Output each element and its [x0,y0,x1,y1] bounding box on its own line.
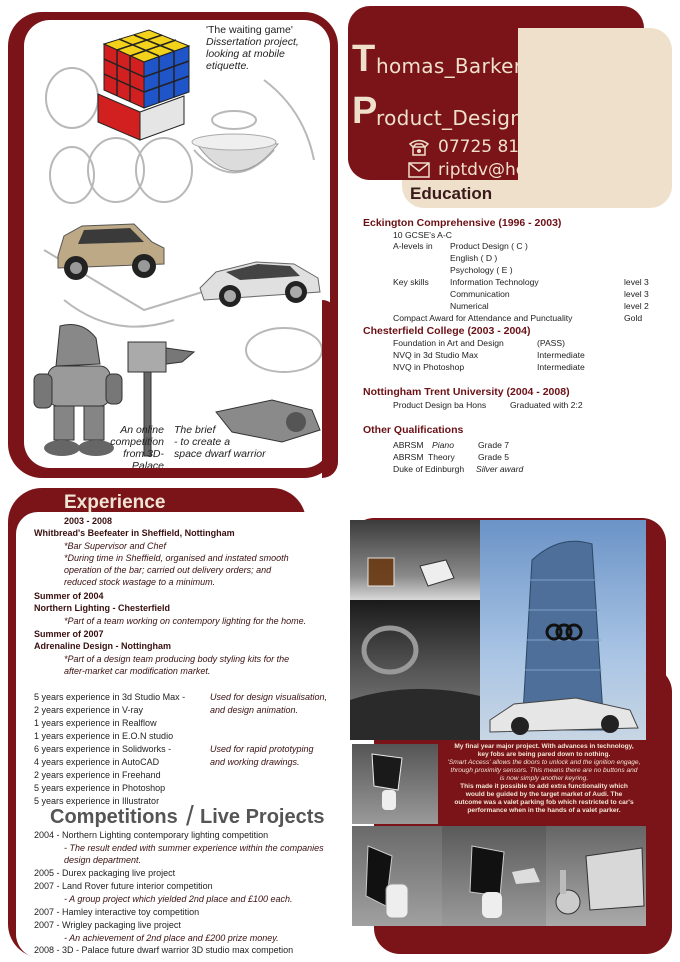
name-initial: T [352,38,376,80]
brief-caption [174,424,266,460]
gold-car-render [52,208,168,286]
job-detail: *Part of a team working on contempory lighting for the home. [64,616,307,626]
job-employer: Whitbread's Beefeater in Sheffield, Nottingham [34,528,235,538]
project-text: through proximity sensors. This means there are no buttons and [450,767,638,774]
university-grade: Graduated with 2:2 [510,400,583,410]
portfolio-panel-top [24,20,330,468]
caption-line: looking at mobile [206,48,285,60]
qualification-name: ABRSM [393,440,424,450]
school-name: Nottingham Trent University (2004 - 2008) [363,386,570,398]
heading-slash: / [186,800,194,831]
job-detail: operation of the bar; carried out delivery orders; and [64,565,272,575]
school-name: Chesterfield College (2003 - 2004) [363,325,531,337]
competitions-heading: Competitions [50,806,178,828]
keyskill: Numerical [450,301,489,311]
education-heading: Education [410,184,493,203]
job-period: Summer of 2007 [34,629,104,639]
software-note: Used for design visualisation, [210,692,328,702]
keyskill-level: level 2 [624,301,649,311]
email-address[interactable]: riptdv@hotmail.co.uk [438,160,621,180]
competition-detail: - The result ended with summer experience within the companies [64,843,324,853]
software-skill: 5 years experience in Photoshop [34,783,166,793]
project-text: performance when in the hands of a valet parker. [467,807,621,814]
job-detail: *Bar Supervisor and Chef [64,541,167,551]
job-detail: after-market car modification market. [64,666,211,676]
course-initial: P [352,90,378,132]
competition-detail: - An achievement of 2nd place and £200 prize money. [64,933,279,943]
college-course: NVQ in Photoshop [393,362,465,372]
caption-line: space dwarf warrior [174,448,266,460]
college-course: NVQ in 3d Studio Max [393,350,479,360]
project-text: My final year major project. With advances in technology, [454,743,634,750]
award: Compact Award for Attendance and Punctuality [393,313,573,323]
project-text: This made it possible to add extra functionality which [460,783,628,790]
qualification-grade: Grade 5 [478,452,510,462]
caption-line: An online [120,424,164,436]
job-detail: *During time in Sheffield, organised and instated smooth [64,553,289,563]
college-course: Foundation in Art and Design [393,338,504,348]
phone-number[interactable]: 07725 813869 [438,137,563,157]
software-skill: 5 years experience in 3d Studio Max - [34,692,186,702]
school-name: Eckington Comprehensive (1996 - 2003) [363,217,562,229]
software-note: and working drawings. [210,757,300,767]
project-text: 'Smart Access' allows the doors to unlock and the ignition engage, [447,759,641,766]
project-text: outcome was a valet parking fob which restricted to car's [454,799,634,806]
job-employer: Adrenaline Design - Nottingham [34,641,172,651]
competition-item: 2007 - Land Rover future interior competition [34,881,213,891]
qualification-subject: Piano [432,440,454,450]
competition-item: 2004 - Northern Lighting contemporary lighting competition [34,830,269,840]
alevel-subject: English ( D ) [450,253,498,263]
job-detail: *Part of a design team producing body styling kits for the [64,654,290,664]
live-projects-heading: Live Projects [200,806,325,828]
keyskill-level: level 3 [624,289,649,299]
job-period: Summer of 2004 [34,591,104,601]
qualification-name: Duke of Edinburgh [393,464,465,474]
alevel-subject: Psychology ( E ) [450,265,513,275]
competition-item: 2007 - Wrigley packaging live project [34,920,181,930]
qualification-name: ABRSM [393,452,424,462]
qualification-grade: Grade 7 [478,440,510,450]
competition-item: 2005 - Durex packaging live project [34,868,176,878]
final-project-description [440,743,648,815]
alevel-subject: Product Design ( C ) [450,241,528,251]
qualification-subject: Silver award [476,464,524,474]
software-note: Used for rapid prototyping [210,744,314,754]
caption-line: The brief [174,424,216,436]
caption-line: - to create a [174,436,231,448]
key-fob-photo [352,744,438,824]
online-competition-caption [94,424,164,468]
whisky-glass-photo [350,520,480,600]
software-skill: 1 years experience in Realflow [34,718,157,728]
college-grade: Intermediate [537,350,585,360]
award-grade: Gold [624,313,643,323]
keyskills-label: Key skills [393,277,429,287]
job-detail: reduced stock wastage to a minimum. [64,577,216,587]
telephone-icon [408,138,430,156]
caption-line: Dissertation project, [206,36,299,48]
project-text: would be guided by the target market of Audi. The [465,791,623,798]
software-skill: 4 years experience in AutoCAD [34,757,160,767]
keyskill: Communication [450,289,510,299]
waiting-game-caption [206,24,299,72]
competition-detail: - A group project which yielded 2nd place and £100 each. [64,894,293,904]
job-employer: Northern Lighting - Chesterfield [34,603,170,613]
degree-title: roduct_Design_BA_Hons [376,106,624,130]
software-skill: 1 years experience in E.O.N studio [34,731,174,741]
software-skill: 2 years experience in Freehand [34,770,161,780]
experience-heading: Experience [64,492,166,513]
caption-line: from 3D-Palace [123,448,164,468]
car-interior-photo [350,600,480,740]
audi-tower-photo [480,520,646,740]
college-grade: Intermediate [537,362,585,372]
university-course: Product Design ba Hons [393,400,487,410]
caption-line: etiquette. [206,60,250,72]
keyskill: Information Technology [450,277,539,287]
caption-line: competition [110,436,164,448]
alevels-label: A-levels in [393,241,433,251]
competition-detail: design department. [64,855,142,865]
keyskill-level: level 3 [624,277,649,287]
candidate-name: homas_Barker [376,54,523,78]
car-key-photo [546,826,646,926]
panel-accent [322,300,338,478]
competition-item: 2008 - 3D - Palace future dwarf warrior 3D studio max competion [34,945,294,955]
software-skill: 5 years experience in Illustrator [34,796,160,806]
rubiks-cube-image [94,24,194,142]
project-text: key fobs are being pared down to nothing. [477,751,611,758]
qualification-subject: Theory [428,452,455,462]
other-qualifications-heading: Other Qualifications [363,424,464,436]
competition-item: 2007 - Hamley interactive toy competition [34,907,200,917]
project-text: is now simply another keyring. [499,775,589,782]
fob-angle-photo [442,826,546,926]
software-skill: 6 years experience in Solidworks - [34,744,172,754]
fob-opened-photo [352,826,442,926]
software-note: and design animation. [210,705,299,715]
caption-line: 'The waiting game' [206,24,293,36]
college-grade: (PASS) [537,338,566,348]
silver-sports-car-render [196,248,324,310]
envelope-icon [408,162,430,178]
gcse-result: 10 GCSE's A-C [393,230,452,240]
software-skill: 2 years experience in V-ray [34,705,144,715]
job-period: 2003 - 2008 [64,516,113,526]
